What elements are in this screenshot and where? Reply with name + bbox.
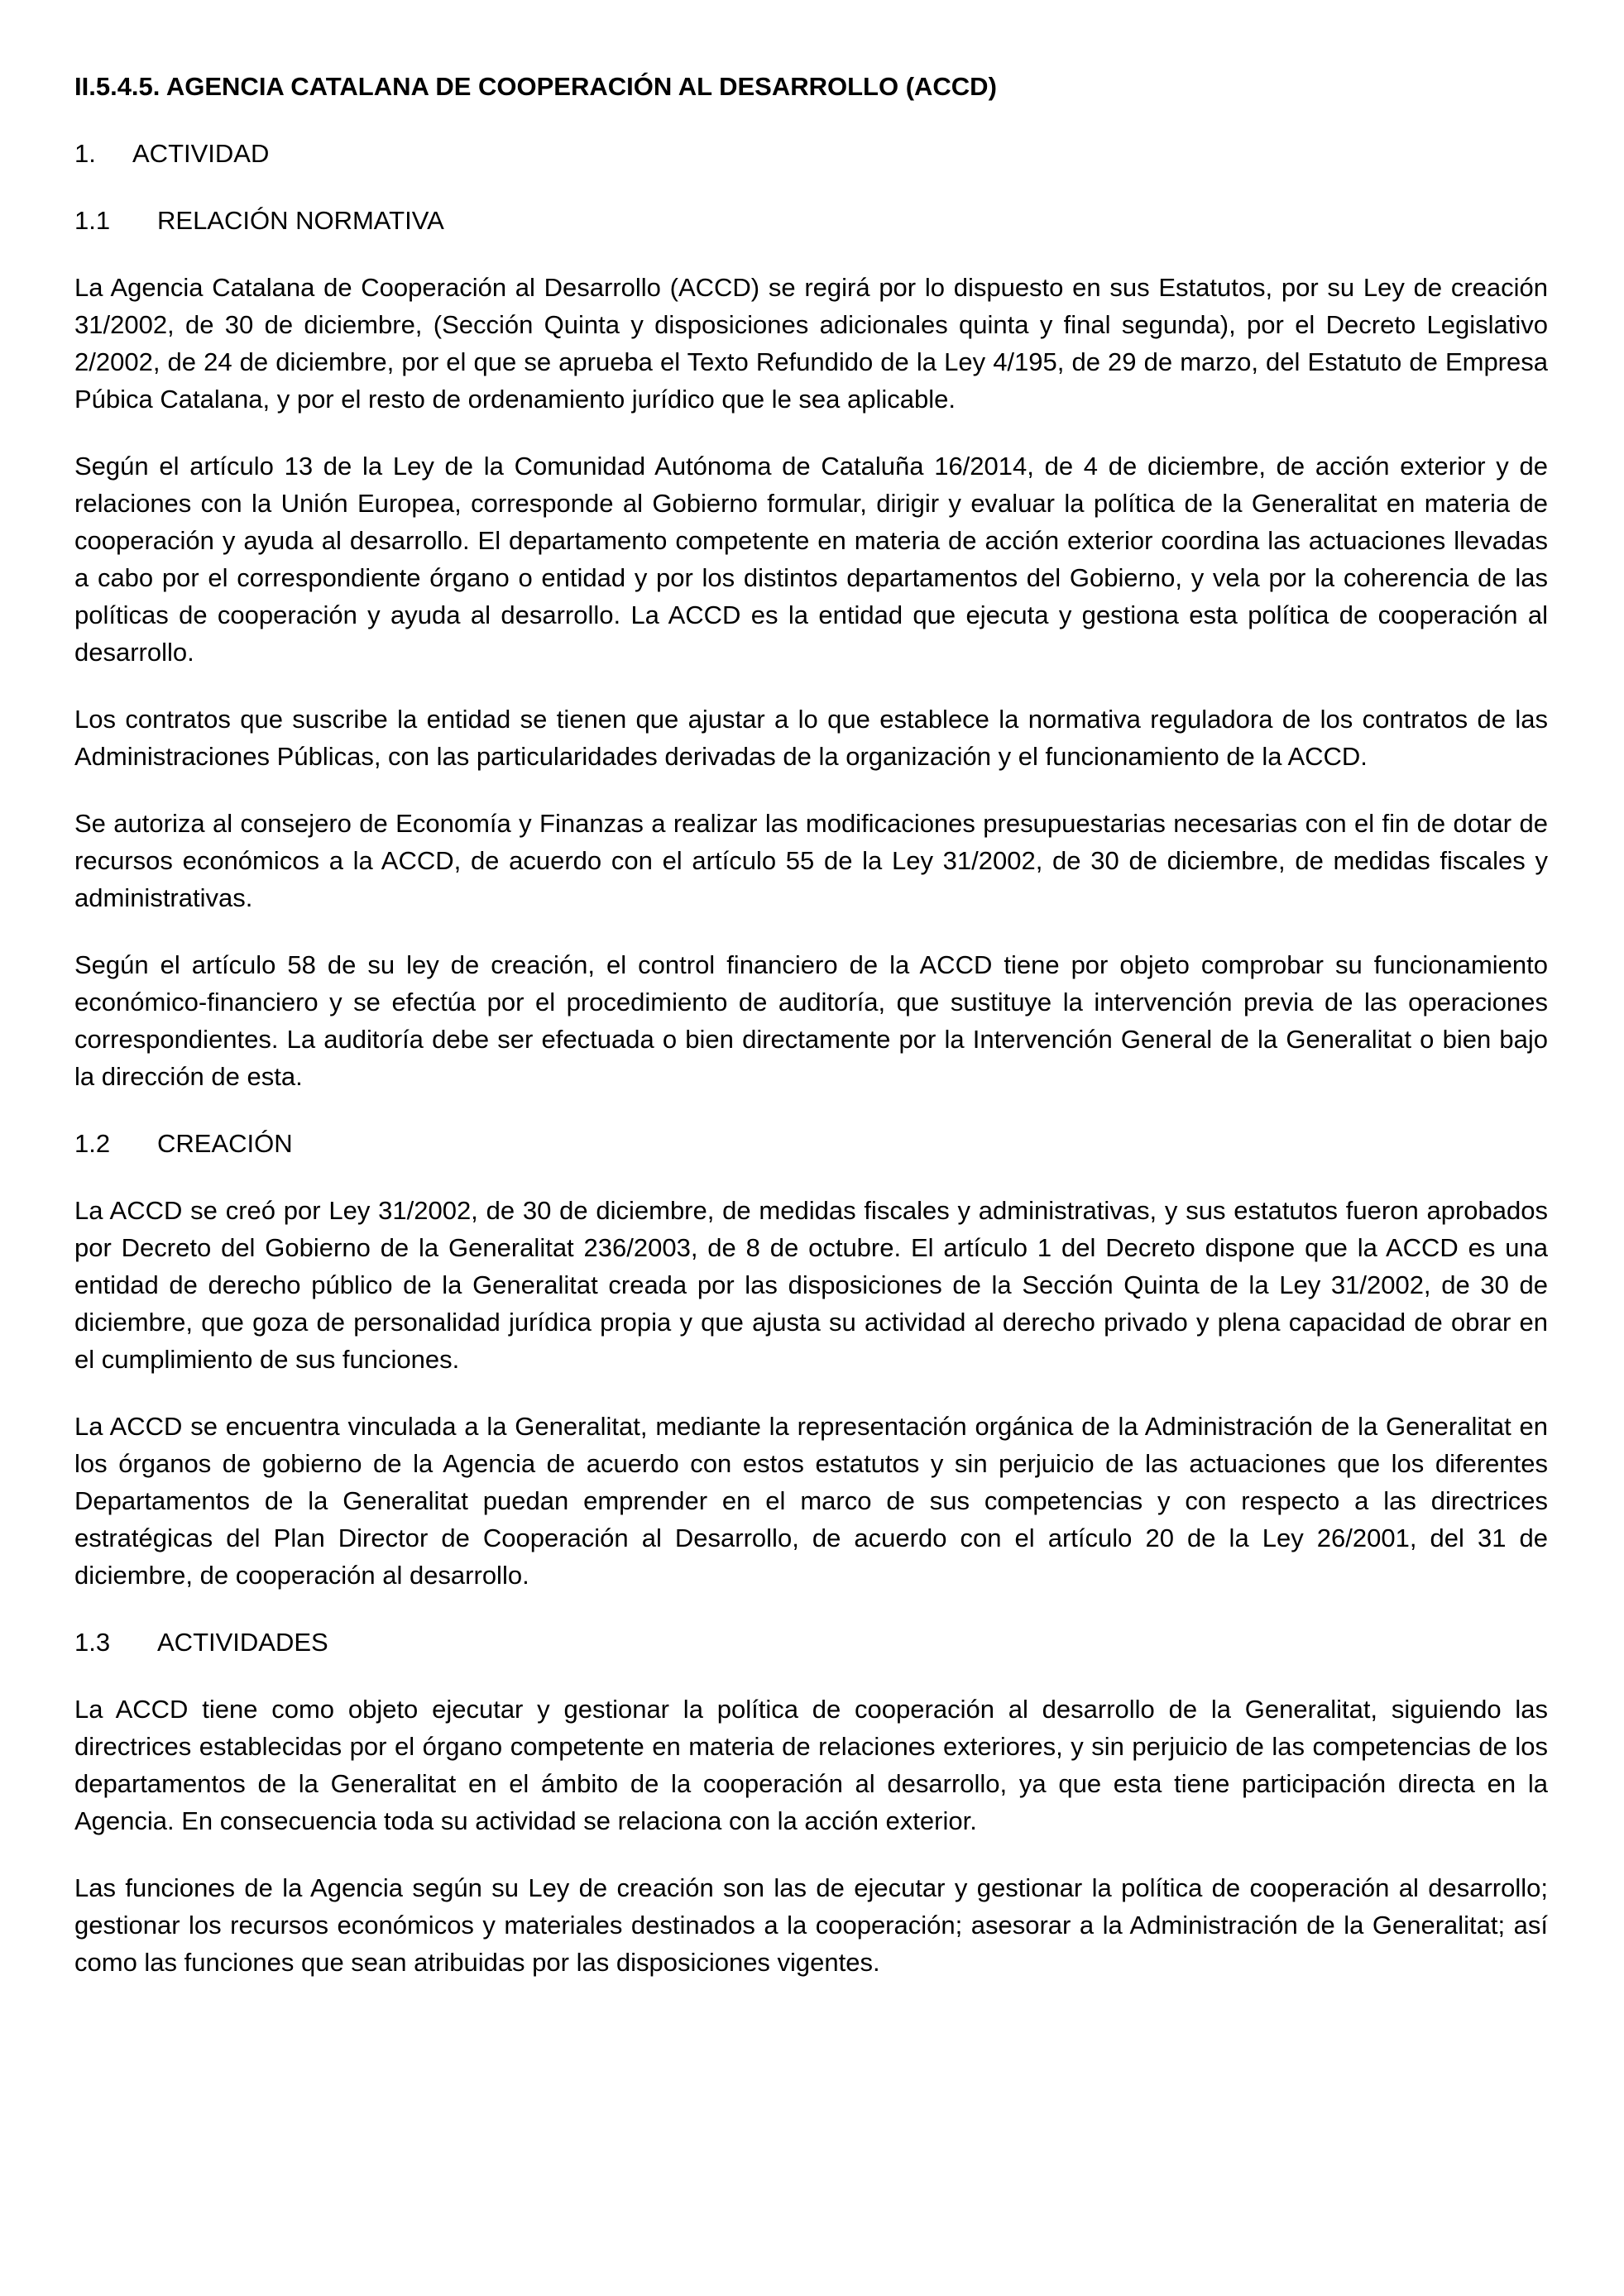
section-1-2-number: 1.2 [74,1129,111,1158]
section-1-title: ACTIVIDAD [132,139,270,168]
paragraph-actividades-1: La ACCD tiene como objeto ejecutar y gestionar la política de cooperación al desarrollo de la Generalitat, siguiendo las directrices establecidas por el órgano competente en materia de relaciones exteriores, y sin perjuicio de las competencias de los departamentos de la Generalitat en el ámbito de la cooperación al desarrollo, ya que esta tiene participación directa en la Agencia. En consecuencia toda su actividad se relaciona con la acción exterior. [74,1695,1548,1835]
section-1-1-heading [74,202,1548,239]
section-1-1-title: RELACIÓN NORMATIVA [157,206,444,235]
paragraph-normativa-3: Los contratos que suscribe la entidad se tienen que ajustar a lo que establece la normativa reguladora de los contratos de las Administraciones Públicas, con las particularidades derivadas de la organización y el funcionamiento de la ACCD. [74,705,1548,771]
paragraph-creacion-1: La ACCD se creó por Ley 31/2002, de 30 de diciembre, de medidas fiscales y administrativas, y sus estatutos fueron aprobados por Decreto del Gobierno de la Generalitat 236/2003, de 8 de octubre. El artículo 1 del Decreto dispone que la ACCD es una entidad de derecho público de la Generalitat creada por las disposiciones de la Sección Quinta de la Ley 31/2002, de 30 de diciembre, que goza de personalidad jurídica propia y que ajusta su actividad al derecho privado y plena capacidad de obrar en el cumplimiento de sus funciones. [74,1196,1548,1374]
section-1-3-number: 1.3 [74,1628,111,1657]
paragraph-normativa-4: Se autoriza al consejero de Economía y Finanzas a realizar las modificaciones presupuestarias necesarias con el fin de dotar de recursos económicos a la ACCD, de acuerdo con el artículo 55 de la Ley 31/2002, de 30 de diciembre, de medidas fiscales y administrativas. [74,809,1548,912]
document-title: II.5.4.5. AGENCIA CATALANA DE COOPERACIÓN AL DESARROLLO (ACCD) [74,72,997,101]
section-1-1-number: 1.1 [74,206,111,235]
section-1-3-title: ACTIVIDADES [157,1628,328,1657]
paragraph-normativa-2: Según el artículo 13 de la Ley de la Comunidad Autónoma de Cataluña 16/2014, de 4 de diciembre, de acción exterior y de relaciones con la Unión Europea, corresponde al Gobierno formular, dirigir y evaluar la política de la Generalitat en materia de cooperación y ayuda al desarrollo. El departamento competente en materia de acción exterior coordina las actuaciones llevadas a cabo por el correspondiente órgano o entidad y por los distintos departamentos del Gobierno, y vela por la coherencia de las políticas de cooperación y ayuda al desarrollo. La ACCD es la entidad que ejecuta y gestiona esta política de cooperación al desarrollo. [74,452,1548,667]
section-1-3-heading [74,1624,1548,1661]
paragraph-creacion-2: La ACCD se encuentra vinculada a la Generalitat, mediante la representación orgánica de la Administración de la Generalitat en los órganos de gobierno de la Agencia de acuerdo con estos estatutos y sin perjuicio de las actuaciones que los diferentes Departamentos de la Generalitat puedan emprender en el marco de sus competencias y con respecto a las directrices estratégicas del Plan Director de Cooperación al Desarrollo, de acuerdo con el artículo 20 de la Ley 26/2001, del 31 de diciembre, de cooperación al desarrollo. [74,1412,1548,1590]
paragraph-normativa-5: Según el artículo 58 de su ley de creación, el control financiero de la ACCD tiene por objeto comprobar su funcionamiento económico-financiero y se efectúa por el procedimiento de auditoría, que sustituye la intervención previa de las operaciones correspondientes. La auditoría debe ser efectuada o bien directamente por la Intervención General de la Generalitat o bien bajo la dirección de esta. [74,950,1548,1091]
section-1-2-title: CREACIÓN [157,1129,293,1158]
section-1-heading [74,135,1548,172]
section-1-2-heading [74,1125,1548,1162]
section-1-number: 1. [74,139,96,168]
paragraph-normativa-1: La Agencia Catalana de Cooperación al Desarrollo (ACCD) se regirá por lo dispuesto en sus Estatutos, por su Ley de creación 31/2002, de 30 de diciembre, (Sección Quinta y disposiciones adicionales quinta y final segunda), por el Decreto Legislativo 2/2002, de 24 de diciembre, por el que se aprueba el Texto Refundido de la Ley 4/195, de 29 de marzo, del Estatuto de Empresa Púbica Catalana, y por el resto de ordenamiento jurídico que le sea aplicable. [74,273,1548,414]
paragraph-actividades-2: Las funciones de la Agencia según su Ley de creación son las de ejecutar y gestionar la política de cooperación al desarrollo; gestionar los recursos económicos y materiales destinados a la cooperación; asesorar a la Administración de la Generalitat; así como las funciones que sean atribuidas por las disposiciones vigentes. [74,1873,1548,1977]
